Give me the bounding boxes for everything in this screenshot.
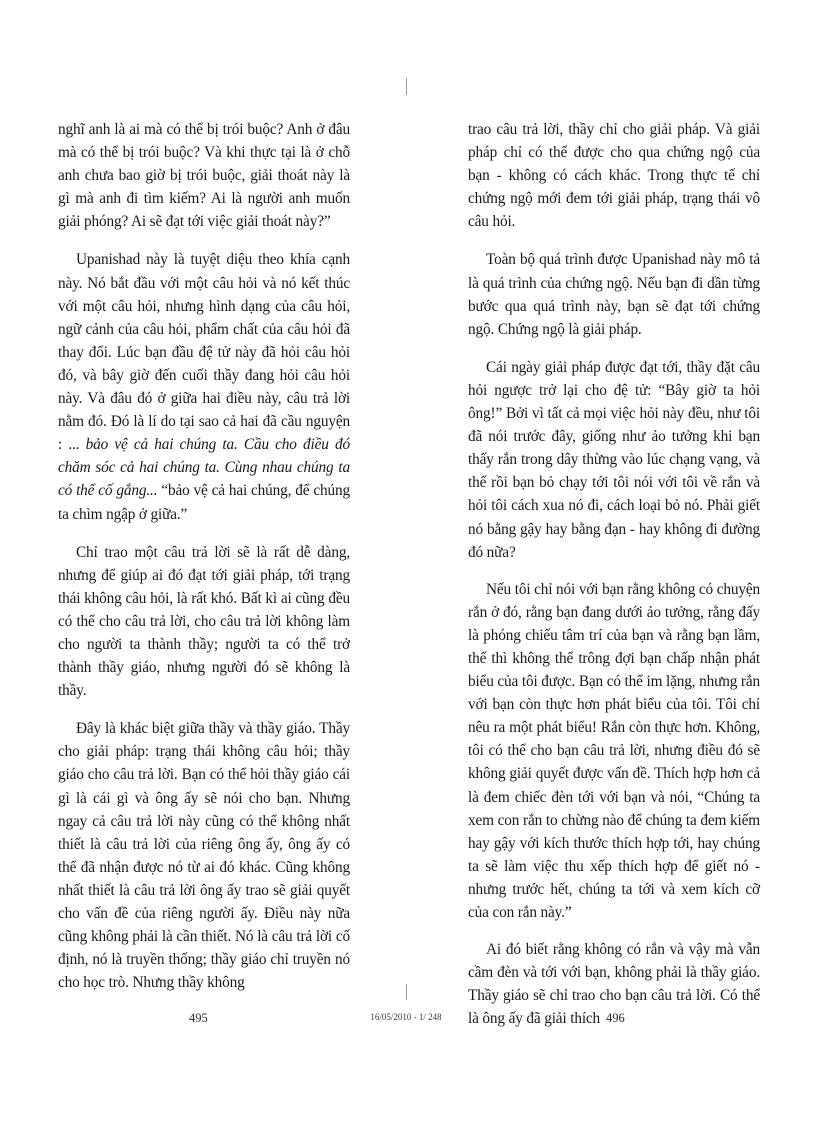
left-paragraph-1: nghĩ anh là ai mà có thể bị trói buộc? Anh ở đâu mà có thể bị trói buộc? Và khi thực tại là ở chỗ anh chưa bao giờ bị trói buộc, giải thoát này là gì mà anh đi tìm kiếm? Ai là người anh muốn giải phóng? Ai sẽ đạt tới việc giải thoát này?” bbox=[58, 121, 350, 231]
left-paragraph-3: Chỉ trao một câu trả lời sẽ là rất dễ dàng, nhưng để giúp ai đó đạt tới giải pháp, tới trạng thái không câu hỏi, là rất khó. Bất kì ai cũng đều có thể cho câu trả lời, cho câu trả lời không làm cho người ta thành thầy; người ta có thể trở thành thầy giáo, nhưng người đó sẽ không là thầy. bbox=[58, 543, 350, 700]
print-date-stamp: 16/05/2010 - 1/ 248 bbox=[370, 1012, 442, 1022]
right-paragraph-1: trao câu trả lời, thầy chỉ cho giải pháp. Và giải pháp chỉ có thể được cho qua chứng ngộ của bạn - không có cách khác. Trong thực tế chỉ chứng ngộ mới đem tới giải pháp, trạng thái vô câu hỏi. bbox=[468, 121, 760, 231]
crop-mark-bottom bbox=[406, 984, 407, 1000]
left-page-number: 495 bbox=[189, 1011, 208, 1025]
right-paragraph-3: Cái ngày giải pháp được đạt tới, thầy đặt câu hỏi ngược trở lại cho đệ tử: “Bây giờ ta hỏi ông!” Bởi vì tất cả mọi việc hỏi này đều, như tôi đã nói trước đây, giống như ảo tưởng khi bạn thấy rắn trong dây thừng vào lúc chạng vạng, và thế rồi bạn bỏ chạy tới tôi nói với tôi về rắn và hỏi tôi cách xua nó đi, cách loại bỏ nó. Phải giết nó bằng gậy hay bằng đạn - hay không đi đường đó nữa? bbox=[468, 358, 760, 561]
left-paragraph-2 bbox=[58, 248, 350, 525]
left-paragraph-2-text: Upanishad này là tuyệt diệu theo khía cạnh này. Nó bắt đầu với một câu hỏi và nó kết thúc với một câu hỏi, nhưng hình dạng của câu hỏi, ngữ cảnh của câu hỏi, phẩm chất của câu hỏi đã thay đổi. Lúc bạn đầu đệ tử này đã hỏi câu hỏi đó, và bây giờ đến cuối thầy đang hỏi câu hỏi này. Và đâu đó ở giữa hai điều này, câu trả lời nằm đó. Đó là lí do tại sao cả hai đã cầu nguyện : ... bbox=[58, 251, 350, 454]
left-paragraph-2-text-end: “bảo vệ cả hai chúng, để chúng ta chìm ngập ở giữa.” bbox=[58, 482, 350, 523]
right-paragraph-4: Nếu tôi chỉ nói với bạn rằng không có chuyện rắn ở đó, rằng bạn đang dưới ảo tưởng, rằng đấy là phóng chiếu tâm trí của bạn và rằng bạn lầm, thế thì không thể trông đợi bạn chấp nhận phát biểu của tôi được. Bạn có thể im lặng, nhưng rắn với bạn còn thực hơn phát biểu của tôi. Tôi chỉ nêu ra một phát biểu! Rắn còn thực hơn. Không, tôi có thể cho bạn câu trả lời, nhưng điều đó sẽ không giải quyết được vấn đề. Thích hợp hơn cả là đem chiếc đèn tới với bạn và nói, “Chúng ta xem con rắn to chừng nào để chúng ta đem kiếm hay gậy với kích thước thích hợp tới, hay chúng ta sẽ làm việc thu xếp thích hợp để giết nó - nhưng trước hết, chúng ta tới và xem kích cỡ của con rắn này.” bbox=[468, 580, 760, 921]
left-paragraph-2-italic-prayer: bảo vệ cả hai chúng ta. Cầu cho điều đó chăm sóc cả hai chúng ta. Cùng nhau chúng ta có thể cố gắng... bbox=[58, 436, 350, 500]
crop-mark-top bbox=[406, 78, 407, 95]
left-paragraph-4: Đây là khác biệt giữa thầy và thầy giáo. Thầy cho giải pháp: trạng thái không câu hỏi; thầy giáo cho câu trả lời. Bạn có thể hỏi thầy giáo cái gì là cái gì và ông ấy sẽ nói cho bạn. Nhưng ngay cả câu trả lời này cũng có thể không nhất thiết là câu trả lời của riêng ông ấy, ông ấy có thể đã nhận được nó từ ai đó khác. Cũng không nhất thiết là câu trả lời ông ấy trao sẽ giải quyết cho vấn đề của riêng người ấy. Điều này nữa cũng không phải là cần thiết. Nó là câu trả lời cố định, nó là truyền thống; thầy giáo chỉ truyền nó cho học trò. Nhưng thầy không bbox=[58, 720, 350, 992]
right-paragraph-5: Ai đó biết rằng không có rắn và vậy mà vẫn cầm đèn và tới với bạn, không phải là thầy giáo. Thầy giáo sẽ chỉ trao cho bạn câu trả lời. Có thể là ông ấy đã giải thích bbox=[468, 941, 760, 1028]
right-paragraph-2: Toàn bộ quá trình được Upanishad này mô tả là quá trình của chứng ngộ. Nếu bạn đi dần từng bước qua quá trình này, bạn sẽ đạt tới chứng ngộ. Chứng ngộ là giải pháp. bbox=[468, 251, 760, 338]
right-page-number: 496 bbox=[606, 1011, 625, 1025]
right-page-text-column bbox=[468, 118, 760, 1045]
left-page-text-column bbox=[58, 118, 350, 1009]
